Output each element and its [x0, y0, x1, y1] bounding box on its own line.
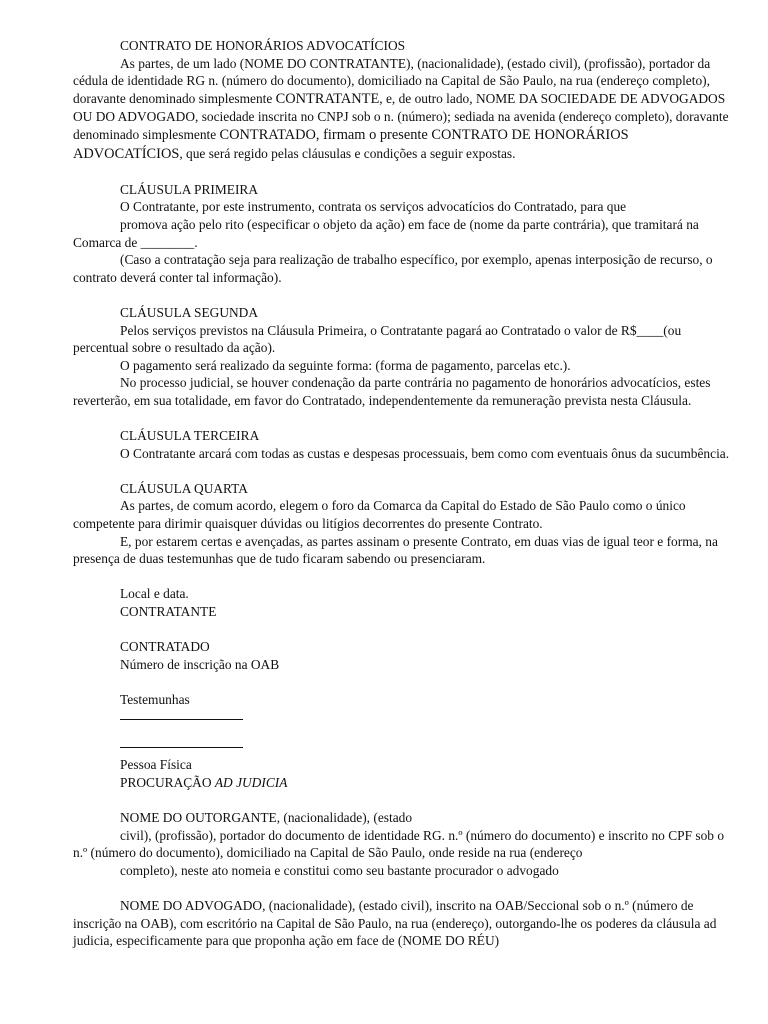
outorgante-p1b: civil), (profissão), portador do documento de identidade RG. n.º (número do documento) e inscrito no CPF sob o n.º (número do documento), domiciliado na Capital de São Paulo, onde reside na rua (endereço: [73, 827, 725, 861]
contract-intro: As partes, de um lado (NOME DO CONTRATANTE), (nacionalidade), (estado civil), (profissão), portador da cédula de identidade RG n. (número do documento), domiciliado na Capital de São Paulo, na rua (endereço completo), doravante denominado simplesmente CONTRATANTE, e, de outro lado, NOME DA SOCIEDADE DE ADVOGADOS OU DO ADVOGADO, sociedade inscrita no CNPJ sob o n. (número); sediada na avenida (endereço completo), doravante denominado simplesmente CONTRATADO, firmam o presente CONTRATO DE HONORÁRIOS ADVOCATÍCIOS, que será regido pelas cláusulas e condições a seguir expostas.: [73, 55, 729, 162]
clausula-quarta-heading: CLÁUSULA QUARTA: [120, 480, 248, 496]
clausula-terceira-heading: CLÁUSULA TERCEIRA: [120, 428, 260, 444]
clausula-primeira-heading: CLÁUSULA PRIMEIRA: [120, 181, 259, 197]
clausula-primeira-p1: O Contratante, por este instrumento, contrata os serviços advocatícios do Contratado, para que: [120, 199, 627, 215]
outorgante-p1c: completo), neste ato nomeia e constitui como seu bastante procurador o advogado: [120, 862, 559, 878]
procuracao-title: PROCURAÇÃO AD JUDICIA: [120, 774, 288, 790]
contract-title: CONTRATO DE HONORÁRIOS ADVOCATÍCIOS: [120, 38, 406, 53]
witness-signature-line-1: [120, 709, 243, 720]
document-page: [73, 37, 733, 950]
clausula-quarta-p2: E, por estarem certas e avençadas, as partes assinam o presente Contrato, em duas vias de igual teor e forma, na presença de duas testemunhas que de tudo ficaram sabendo ou presenciaram.: [73, 533, 718, 567]
outorgante-p1a: NOME DO OUTORGANTE, (nacionalidade), (estado: [120, 809, 413, 825]
clausula-quarta-p1: As partes, de comum acordo, elegem o foro da Comarca da Capital do Estado de São Paulo como o único competente para dirimir quaisquer dúvidas ou litígios decorrentes do presente Contrato.: [73, 498, 686, 532]
clausula-primeira-p2: promova ação pelo rito (especificar o objeto da ação) em face de (nome da parte contrária), que tramitará na Comarca de ________.: [73, 216, 699, 250]
oab-number-label: Número de inscrição na OAB: [120, 656, 280, 672]
procuracao-pessoa-fisica: Pessoa Física: [120, 757, 192, 773]
clausula-primeira-p3: (Caso a contratação seja para realização de trabalho específico, por exemplo, apenas interposição de recurso, o contrato deverá conter tal informação).: [73, 252, 713, 285]
clausula-segunda-heading: CLÁUSULA SEGUNDA: [120, 304, 259, 320]
advogado-paragraph: NOME DO ADVOGADO, (nacionalidade), (estado civil), inscrito na OAB/Seccional sob o n.º (número de inscrição na OAB), com escritório na Capital de São Paulo, na rua (endereço), outorgando-lhe os poderes da cláusula ad judicia, especificamente para que proponha ação em face de (NOME DO RÉU): [73, 897, 717, 949]
clausula-terceira-p1: O Contratante arcará com todas as custas e despesas processuais, bem como com eventuais ônus da sucumbência.: [120, 445, 730, 461]
local-data: Local e data.: [120, 586, 189, 602]
signature-contratado: CONTRATADO: [120, 639, 210, 655]
witness-signature-line-2: [120, 737, 243, 748]
clausula-segunda-p2: O pagamento será realizado da seguinte forma: (forma de pagamento, parcelas etc.).: [120, 357, 571, 373]
signature-contratante: CONTRATANTE: [120, 604, 217, 619]
clausula-segunda-p1: Pelos serviços previstos na Cláusula Primeira, o Contratante pagará ao Contratado o valor de R$____(ou percentual sobre o resultado da ação).: [73, 322, 682, 356]
witnesses-label: Testemunhas: [120, 691, 190, 707]
clausula-segunda-p3: No processo judicial, se houver condenação da parte contrária no pagamento de honorários advocatícios, estes reverterão, em sua totalidade, em favor do Contratado, independentemente da remuneração prevista nesta Cláusula.: [73, 375, 711, 408]
